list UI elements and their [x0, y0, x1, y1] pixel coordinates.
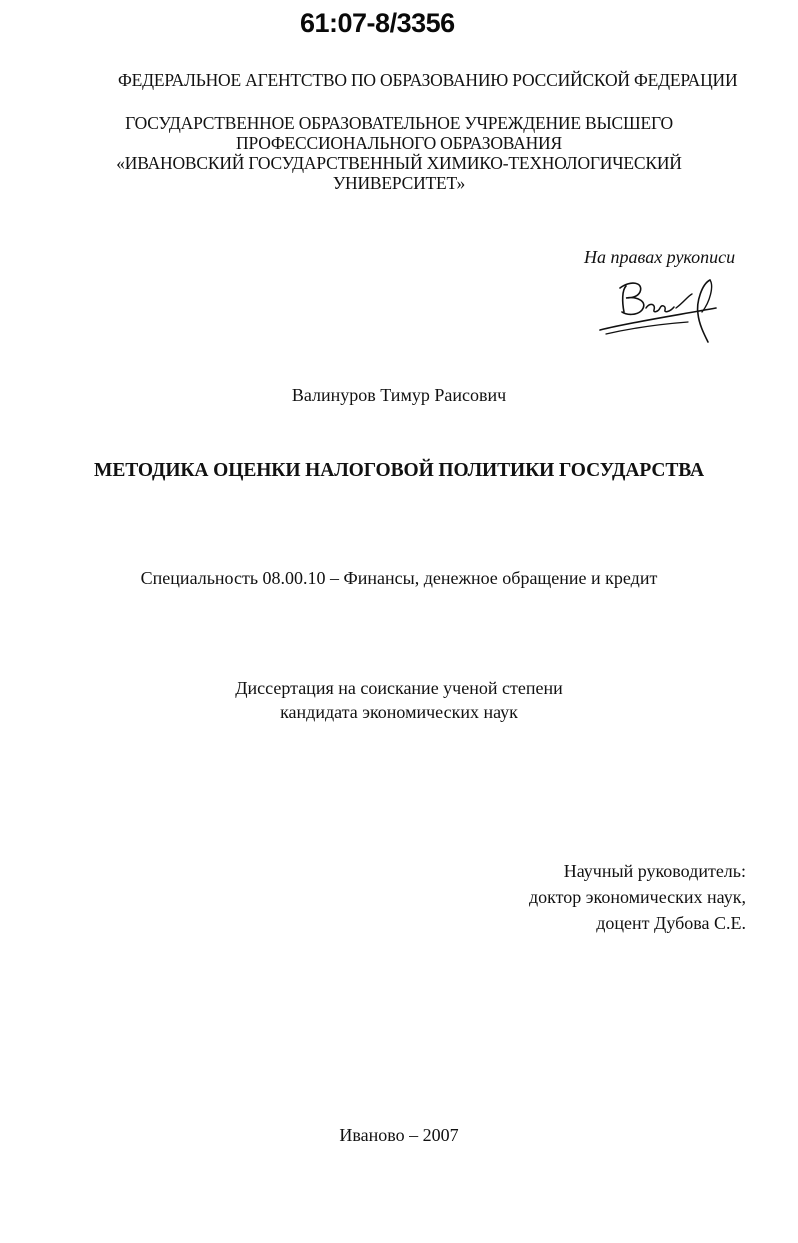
degree-line: кандидата экономических наук	[280, 702, 518, 722]
handwritten-signature	[592, 272, 722, 344]
agency-name: ФЕДЕРАЛЬНОЕ АГЕНТСТВО ПО ОБРАЗОВАНИЮ РОССИЙСКОЙ ФЕДЕРАЦИИ	[118, 70, 738, 90]
specialty-line: Специальность 08.00.10 – Финансы, денежное обращение и кредит	[140, 568, 658, 588]
institution-line: «ИВАНОВСКИЙ ГОСУДАРСТВЕННЫЙ ХИМИКО-ТЕХНОЛОГИЧЕСКИЙ	[116, 153, 682, 173]
institution-line: УНИВЕРСИТЕТ»	[332, 173, 466, 193]
supervisor-block	[529, 858, 746, 936]
manuscript-rights-note: На правах рукописи	[584, 247, 736, 267]
catalog-number: 61:07-8/3356	[300, 8, 455, 38]
institution-name	[0, 113, 798, 193]
city-year: Иваново – 2007	[339, 1125, 459, 1145]
supervisor-line: Научный руководитель:	[563, 861, 746, 881]
institution-line: ГОСУДАРСТВЕННОЕ ОБРАЗОВАТЕЛЬНОЕ УЧРЕЖДЕНИЕ ВЫСШЕГО	[125, 113, 673, 133]
supervisor-line: доцент Дубова С.Е.	[596, 913, 746, 933]
author-name: Валинуров Тимур Раисович	[291, 385, 507, 405]
degree-line: Диссертация на соискание ученой степени	[235, 678, 563, 698]
dissertation-title: МЕТОДИКА ОЦЕНКИ НАЛОГОВОЙ ПОЛИТИКИ ГОСУДАРСТВА	[94, 460, 704, 481]
institution-line: ПРОФЕССИОНАЛЬНОГО ОБРАЗОВАНИЯ	[236, 133, 562, 153]
degree-statement	[0, 676, 798, 724]
supervisor-line: доктор экономических наук,	[529, 887, 746, 907]
